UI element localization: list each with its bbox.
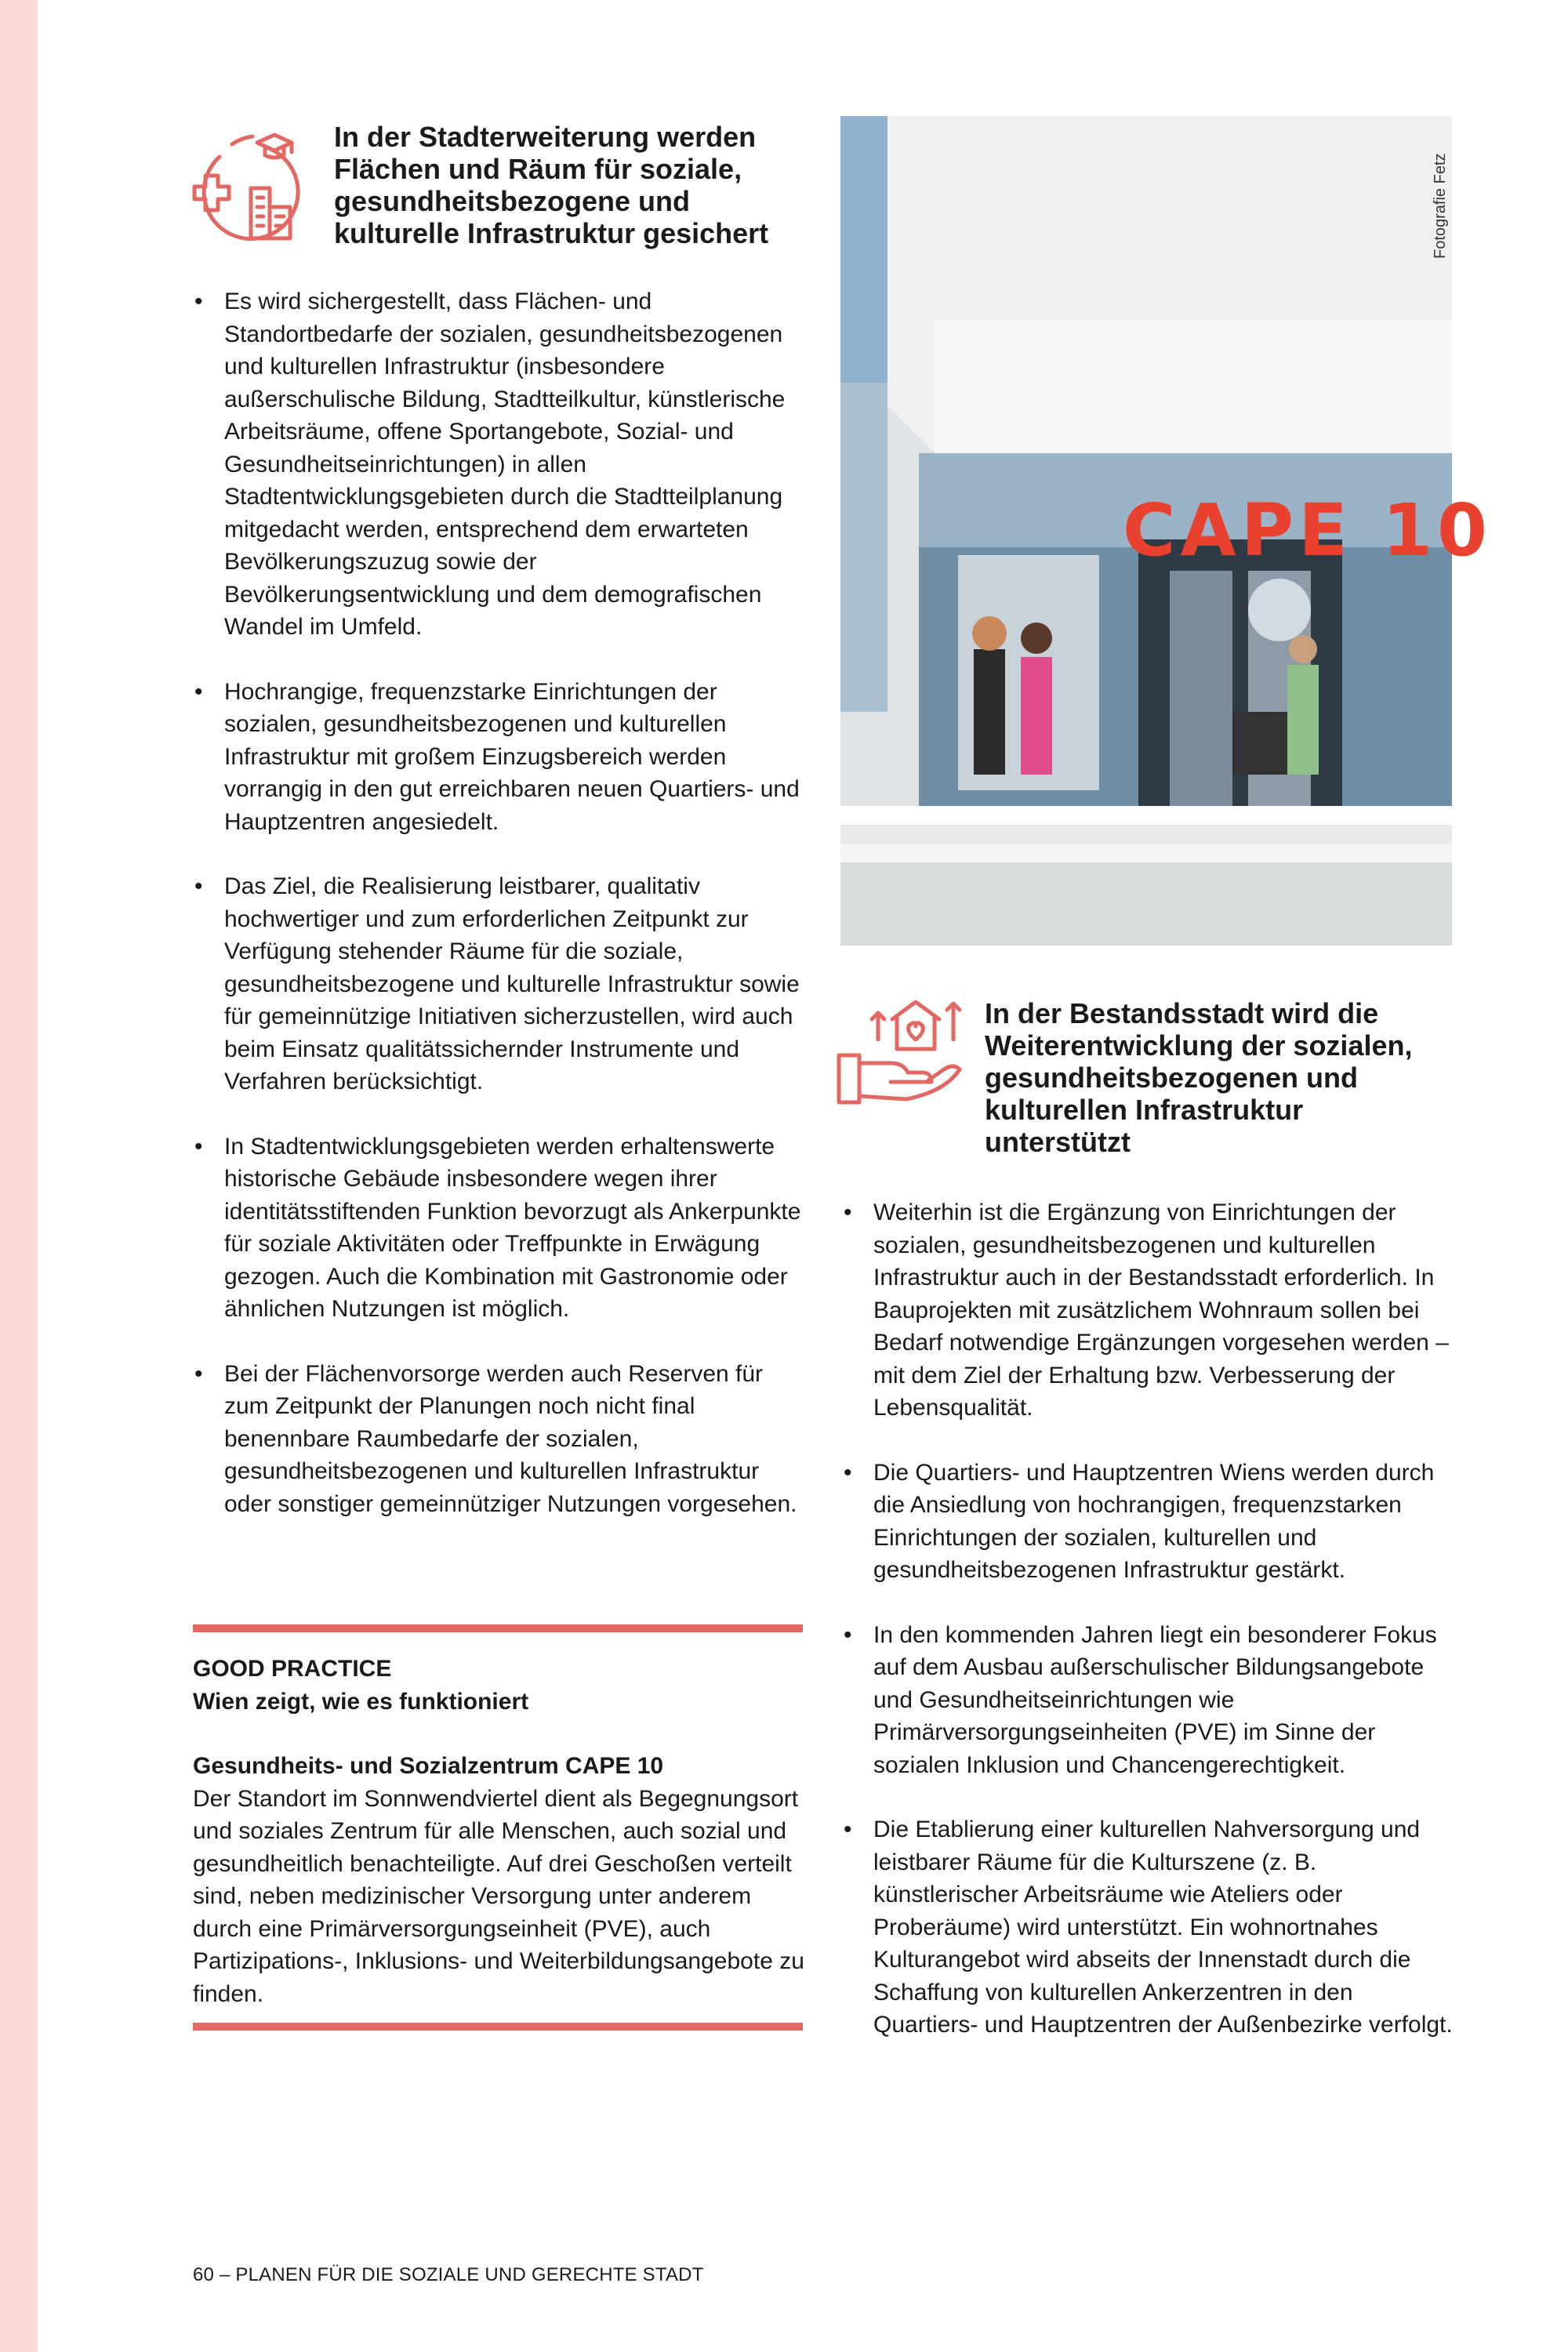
cape10-sign-text: CAPE 10	[1123, 488, 1493, 572]
list-item: • Die Quartiers- und Hauptzentren Wiens werden durch die Ansiedlung von hochrangigen, frequenzstarken Einrichtungen der sozialen, kulturellen und gesundheitsbezogenen Infrastruktur gestärkt.	[842, 1457, 1454, 1587]
page-footer: 60 – PLANEN FÜR DIE SOZIALE UND GERECHTE STADT	[193, 2264, 704, 2285]
good-practice-box	[193, 1653, 804, 2010]
list-item: • Weiterhin ist die Ergänzung von Einrichtungen der sozialen, gesundheitsbezogenen und kulturellen Infrastruktur auch in der Bestandsstadt erforderlich. In Bauprojekten mit zusätzlichem Wohnraum sollen bei Bedarf notwendige Ergänzungen vorgesehen werden – mit dem Ziel der Erhaltung bzw. Verbesserung der Lebensqualität.	[842, 1196, 1454, 1425]
good-practice-text: Der Standort im Sonnwendviertel dient als Begegnungsort und soziales Zentrum für alle Menschen, auch sozial und gesundheitlich benachteiligte. Auf drei Geschoßen verteilt sind, neben medizinischer Versorgung unter anderem durch eine Primärversorgungseinheit (PVE), auch Partizipations-, Inklusions- und Weiterbildungsangebote zu finden.	[193, 1785, 804, 2007]
list-item: • Es wird sichergestellt, dass Flächen- und Standortbedarfe der sozialen, gesundheitsbezogenen und kulturellen Infrastruktur (insbesondere außerschulische Bildung, Stadtteilkultur, künstlerische Arbeitsräume, offene Sportangebote, Sozial- und Gesundheitseinrichtungen) in allen Stadtentwicklungsgebieten durch die Stadtteilplanung mitgedacht werden, entsprechend dem erwarteten Bevölkerungszuzug sowie der Bevölkerungsentwicklung und dem demografischen Wandel im Umfeld.	[193, 285, 804, 644]
list-item: • Das Ziel, die Realisierung leistbarer, qualitativ hochwertiger und zum erforderlichen Zeitpunkt zur Verfügung stehender Räume für die soziale, gesundheitsbezogene und kulturelle Infrastruktur sowie für gemeinnützige Initiativen sicherzustellen, wird auch beim Einsatz qualitätssichernder Instrumente und Verfahren berücksichtigt.	[193, 870, 804, 1098]
list-item: • Hochrangige, frequenzstarke Einrichtungen der sozialen, gesundheitsbezogenen und kulturellen Infrastruktur mit großem Einzugsbereich werden vorrangig in den gut erreichbaren neuen Quartiers- und Hauptzentren angesiedelt.	[193, 676, 804, 839]
hand-house-heart-icon	[836, 997, 969, 1115]
section2-bullet-list	[842, 1196, 1454, 2074]
list-item: • In den kommenden Jahren liegt ein besonderer Fokus auf dem Ausbau außerschulischer Bildungsangebote und Gesundheitseinrichtungen wie Primärversorgungseinheiten (PVE) im Sinne der sozialen Inklusion und Chancengerechtigkeit.	[842, 1619, 1454, 1782]
list-item: • Die Etablierung einer kulturellen Nahversorgung und leistbarer Räume für die Kulturszene (z. B. künstlerischer Arbeitsräume wie Ateliers oder Proberäume) wird unterstützt. Ein wohnortnahes Kulturangebot wird abseits der Innenstadt durch die Schaffung von kulturellen Ankerzentren in den Quartiers- und Hauptzentren der Außenbezirke verfolgt.	[842, 1813, 1454, 2042]
cape10-building-photo	[840, 116, 1493, 946]
good-practice-project-title: Gesundheits- und Sozialzentrum CAPE 10	[193, 1753, 664, 1779]
list-item: • In Stadtentwicklungsgebieten werden erhaltenswerte historische Gebäude insbesondere wegen ihrer identitätsstiftenden Funktion bevorzugt als Ankerpunkte für soziale Aktivitäten oder Treffpunkte in Erwägung gezogen. Auch die Kombination mit Gastronomie oder ähnlichen Nutzungen ist möglich.	[193, 1131, 804, 1326]
photo-credit: Fotografie Fetz	[1432, 153, 1449, 259]
list-item: • Bei der Flächenvorsorge werden auch Reserven für zum Zeitpunkt der Planungen noch nicht final benennbare Raumbedarfe der sozialen, gesundheitsbezogenen und kulturellen Infrastruktur oder sonstiger gemeinnütziger Nutzungen vorgesehen.	[193, 1358, 804, 1521]
section1-bullet-list	[193, 285, 804, 1552]
page-edge-band	[0, 0, 38, 2352]
good-practice-top-rule	[193, 1624, 803, 1632]
good-practice-bottom-rule	[193, 2023, 803, 2031]
social-infrastructure-icon	[188, 125, 314, 243]
good-practice-subtitle: Wien zeigt, wie es funktioniert	[193, 1688, 529, 1715]
good-practice-label: GOOD PRACTICE	[193, 1656, 392, 1682]
section1-heading: In der Stadterweiterung werden Flächen und Räum für soziale, gesundheitsbezogene und kulturelle Infrastruktur gesichert	[334, 121, 769, 249]
section2-heading: In der Bestandsstadt wird die Weiterentwicklung der sozialen, gesundheitsbezogenen und kulturellen Infrastruktur unterstützt	[985, 997, 1413, 1158]
